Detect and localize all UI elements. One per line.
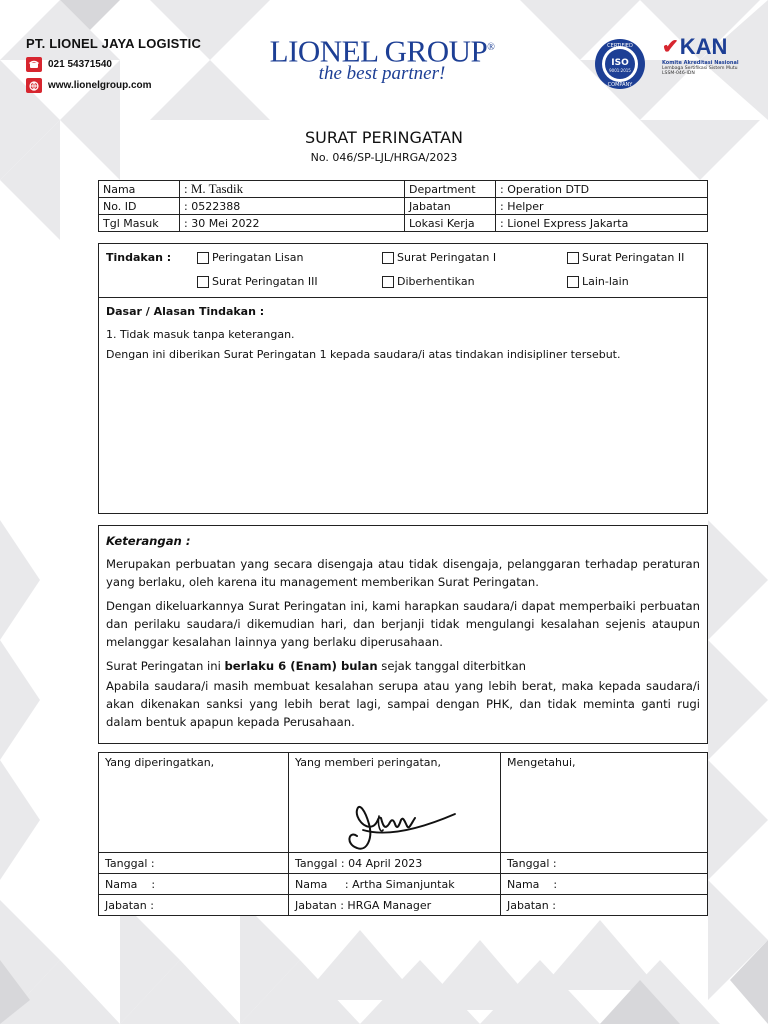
brand-name: LIONEL GROUP® — [269, 33, 495, 69]
tindakan-section — [98, 243, 708, 514]
check-icon: ✔ — [662, 36, 679, 58]
letter-title-block — [0, 128, 768, 164]
tanggal-field: Tanggal : — [501, 853, 708, 874]
sig-header-pemberi: Yang memberi peringatan, — [289, 753, 501, 853]
checkbox[interactable] — [567, 252, 579, 264]
keterangan-section — [98, 525, 708, 744]
checkbox[interactable] — [382, 276, 394, 288]
letter-title: SURAT PERINGATAN — [304, 128, 463, 147]
dasar-point-1: 1. Tidak masuk tanpa keterangan. — [106, 328, 295, 341]
nama-field: Nama : — [501, 874, 708, 895]
checkbox[interactable] — [567, 276, 579, 288]
dasar-statement: Dengan ini diberikan Surat Peringatan 1 kepada saudara/i atas tindakan indisipliner tersebut. — [106, 348, 621, 361]
sig-header-mengetahui: Mengetahui, — [501, 753, 708, 853]
id-label: No. ID — [99, 198, 180, 215]
table-row — [99, 198, 708, 215]
department-label: Department — [405, 181, 496, 198]
letter-number: No. 046/SP-LJL/HRGA/2023 — [310, 151, 458, 164]
option-diberhentikan[interactable]: Diberhentikan — [382, 275, 475, 288]
id-value: : 0522388 — [180, 198, 405, 215]
table-row — [99, 181, 708, 198]
keterangan-heading: Keterangan : — [106, 534, 191, 548]
kan-accreditation-logo: ✔ KAN Komite Akreditasi Nasional Lembaga Sertifikasi Sistem Mutu LSSM-046-IDN — [662, 34, 739, 76]
lokasi-value: : Lionel Express Jakarta — [496, 215, 708, 232]
table-row — [99, 753, 708, 853]
company-info — [26, 36, 201, 93]
company-name: PT. LIONEL JAYA LOGISTIC — [26, 36, 202, 51]
signature-image — [343, 796, 463, 856]
divider — [99, 297, 707, 298]
dasar-section — [106, 305, 620, 361]
checkbox[interactable] — [197, 252, 209, 264]
nama-label: Nama — [99, 181, 180, 198]
tanggal-field: Tanggal : — [99, 853, 289, 874]
svg-text:COMPANY: COMPANY — [607, 82, 633, 88]
globe-icon — [26, 78, 42, 93]
option-sp3[interactable]: Surat Peringatan III — [197, 275, 318, 288]
tgl-masuk-value: : 30 Mei 2022 — [180, 215, 405, 232]
checkbox[interactable] — [382, 252, 394, 264]
lokasi-label: Lokasi Kerja — [405, 215, 496, 232]
iso-certified-badge — [594, 38, 646, 90]
svg-text:CERTIFIED: CERTIFIED — [607, 43, 633, 49]
tanggal-field: Tanggal : 04 April 2023 — [289, 853, 501, 874]
jabatan-field: Jabatan : — [99, 895, 289, 916]
phone-icon — [26, 57, 42, 72]
option-lain-lain[interactable]: Lain-lain — [567, 275, 629, 288]
jabatan-field: Jabatan : — [501, 895, 708, 916]
keterangan-paragraph-4: Apabila saudara/i masih membuat kesalahan serupa atau yang lebih berat, maka kepada saudara/i akan dikenakan sanksi yang lebih berat lagi, sampai dengan PHK, dan tidak meminta ganti rugi dalam bentuk apapun kepada Perusahaan. — [106, 679, 700, 729]
svg-text:9001:2015: 9001:2015 — [609, 68, 631, 73]
company-web-row — [26, 78, 201, 93]
jabatan-value: : Helper — [496, 198, 708, 215]
tgl-masuk-label: Tgl Masuk — [99, 215, 180, 232]
checkbox[interactable] — [197, 276, 209, 288]
nama-value: : M. Tasdik — [180, 181, 405, 198]
signature-table — [98, 752, 708, 916]
department-value: : Operation DTD — [496, 181, 708, 198]
keterangan-paragraph-1: Merupakan perbuatan yang secara disengaja atau tidak disengaja, pelanggaran terhadap peraturan yang berlaku, oleh karena itu management memberikan Surat Peringatan. — [106, 557, 700, 589]
sig-header-diperingatkan: Yang diperingatkan, — [99, 753, 289, 853]
company-phone-row — [26, 57, 201, 72]
keterangan-paragraph-2: Dengan dikeluarkannya Surat Peringatan ini, kami harapkan saudara/i dapat memperbaiki perbuatan dan perilaku saudara/i dikemudian hari, dan berjanji tidak mengulangi kesalahan sejenis ataupun melanggar kesalahan lainnya yang berlaku diperusahaan. — [106, 599, 700, 649]
nama-field: Nama : Artha Simanjuntak — [289, 874, 501, 895]
keterangan-paragraph-3: Surat Peringatan ini berlaku 6 (Enam) bulan sejak tanggal diterbitkan — [106, 659, 527, 673]
employee-info-table — [98, 180, 708, 232]
lionel-group-logo — [262, 32, 502, 83]
jabatan-label: Jabatan — [405, 198, 496, 215]
company-website[interactable]: www.lionelgroup.com — [48, 80, 152, 91]
table-row — [99, 874, 708, 895]
option-sp2[interactable]: Surat Peringatan II — [567, 251, 684, 264]
brand-tagline: the best partner! — [318, 63, 446, 85]
option-sp1[interactable]: Surat Peringatan I — [382, 251, 496, 264]
tindakan-label: Tindakan : — [106, 251, 172, 264]
company-phone: 021 54371540 — [48, 59, 112, 70]
table-row — [99, 215, 708, 232]
nama-field: Nama : — [99, 874, 289, 895]
jabatan-field: Jabatan : HRGA Manager — [289, 895, 501, 916]
svg-text:ISO: ISO — [611, 58, 629, 68]
table-row — [99, 895, 708, 916]
dasar-heading: Dasar / Alasan Tindakan : — [106, 305, 265, 318]
option-peringatan-lisan[interactable]: Peringatan Lisan — [197, 251, 303, 264]
